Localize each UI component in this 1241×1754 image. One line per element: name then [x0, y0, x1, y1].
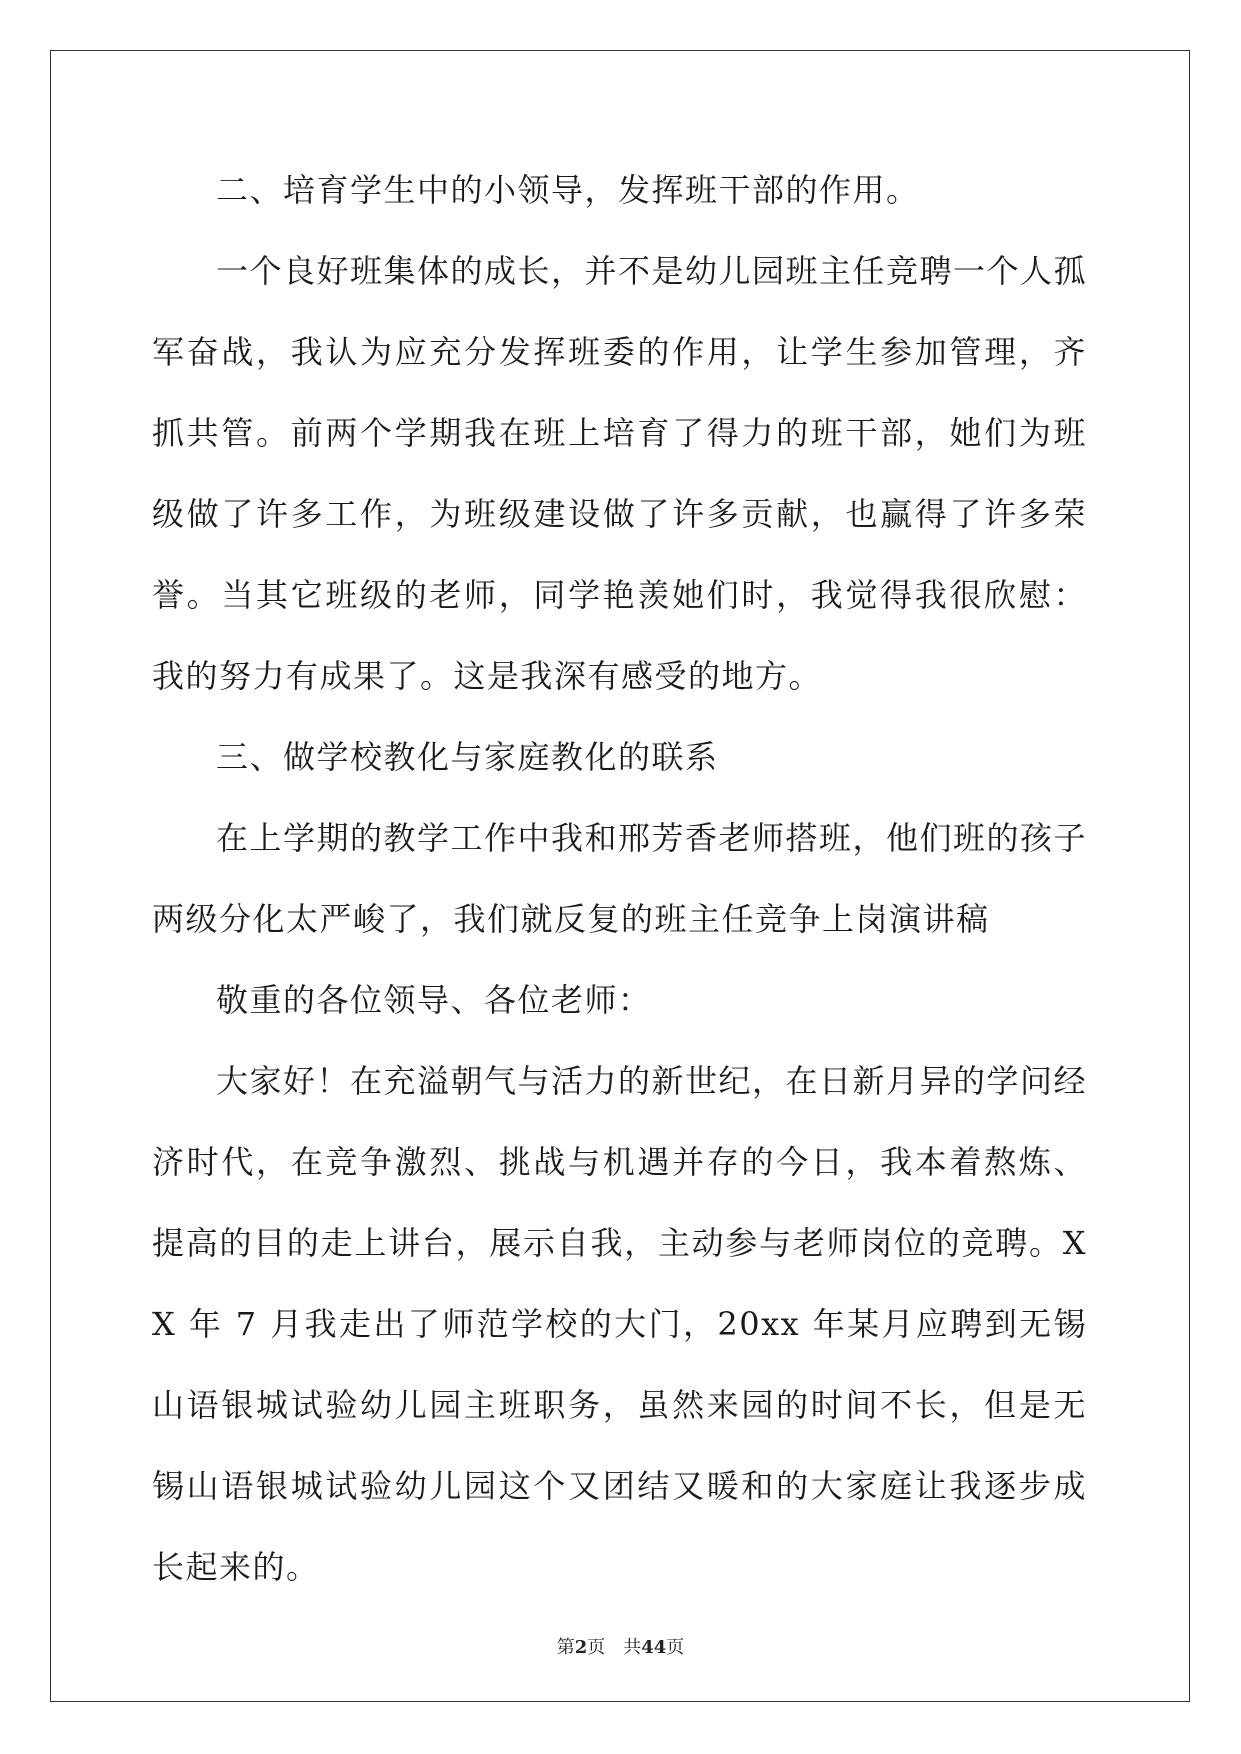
paragraph-3: 三、做学校教化与家庭教化的联系 [216, 738, 719, 776]
paragraph-6: 大家好！在充溢朝气与活力的新世纪，在日新月异的学问经济时代，在竞争激烈、挑战与机遇并存的今日，我本着熬炼、提高的目的走上讲台，展示自我，主动参与老师岗位的竞聘。XX 年 7 月我走出了师范学校的大门，20xx 年某月应聘到无锡山语银城试验幼儿园主班职务，虽然来园的时间不长，但是无锡山语银城试验幼儿园这个又团结又暖和的大家庭让我逐步成长起来的。 [152, 1062, 1088, 1586]
paragraph-1: 二、培育学生中的小领导，发挥班干部的作用。 [216, 171, 920, 209]
page-prefix: 第 [556, 1637, 575, 1658]
paragraph-4: 在上学期的教学工作中我和邢芳香老师搭班，他们班的孩子两级分化太严峻了，我们就反复的班主任竞争上岗演讲稿 [152, 819, 1088, 938]
paragraph-2: 一个良好班集体的成长，并不是幼儿园班主任竞聘一个人孤军奋战，我认为应充分发挥班委的作用，让学生参加管理，齐抓共管。前两个学期我在班上培育了得力的班干部，她们为班级做了许多工作，为班级建设做了许多贡献，也赢得了许多荣誉。当其它班级的老师，同学艳羡她们时，我觉得我很欣慰：我的努力有成果了。这是我深有感受的地方。 [152, 252, 1088, 695]
paragraph-5: 敬重的各位领导、各位老师： [216, 981, 652, 1019]
page-footer [0, 1633, 1241, 1659]
document-body [152, 150, 1087, 1608]
total-pages: 44 [641, 1637, 667, 1658]
page-suffix: 页 [587, 1637, 606, 1658]
page-number: 2 [574, 1637, 588, 1658]
total-suffix: 页 [666, 1637, 685, 1658]
total-prefix: 共 [623, 1637, 642, 1658]
